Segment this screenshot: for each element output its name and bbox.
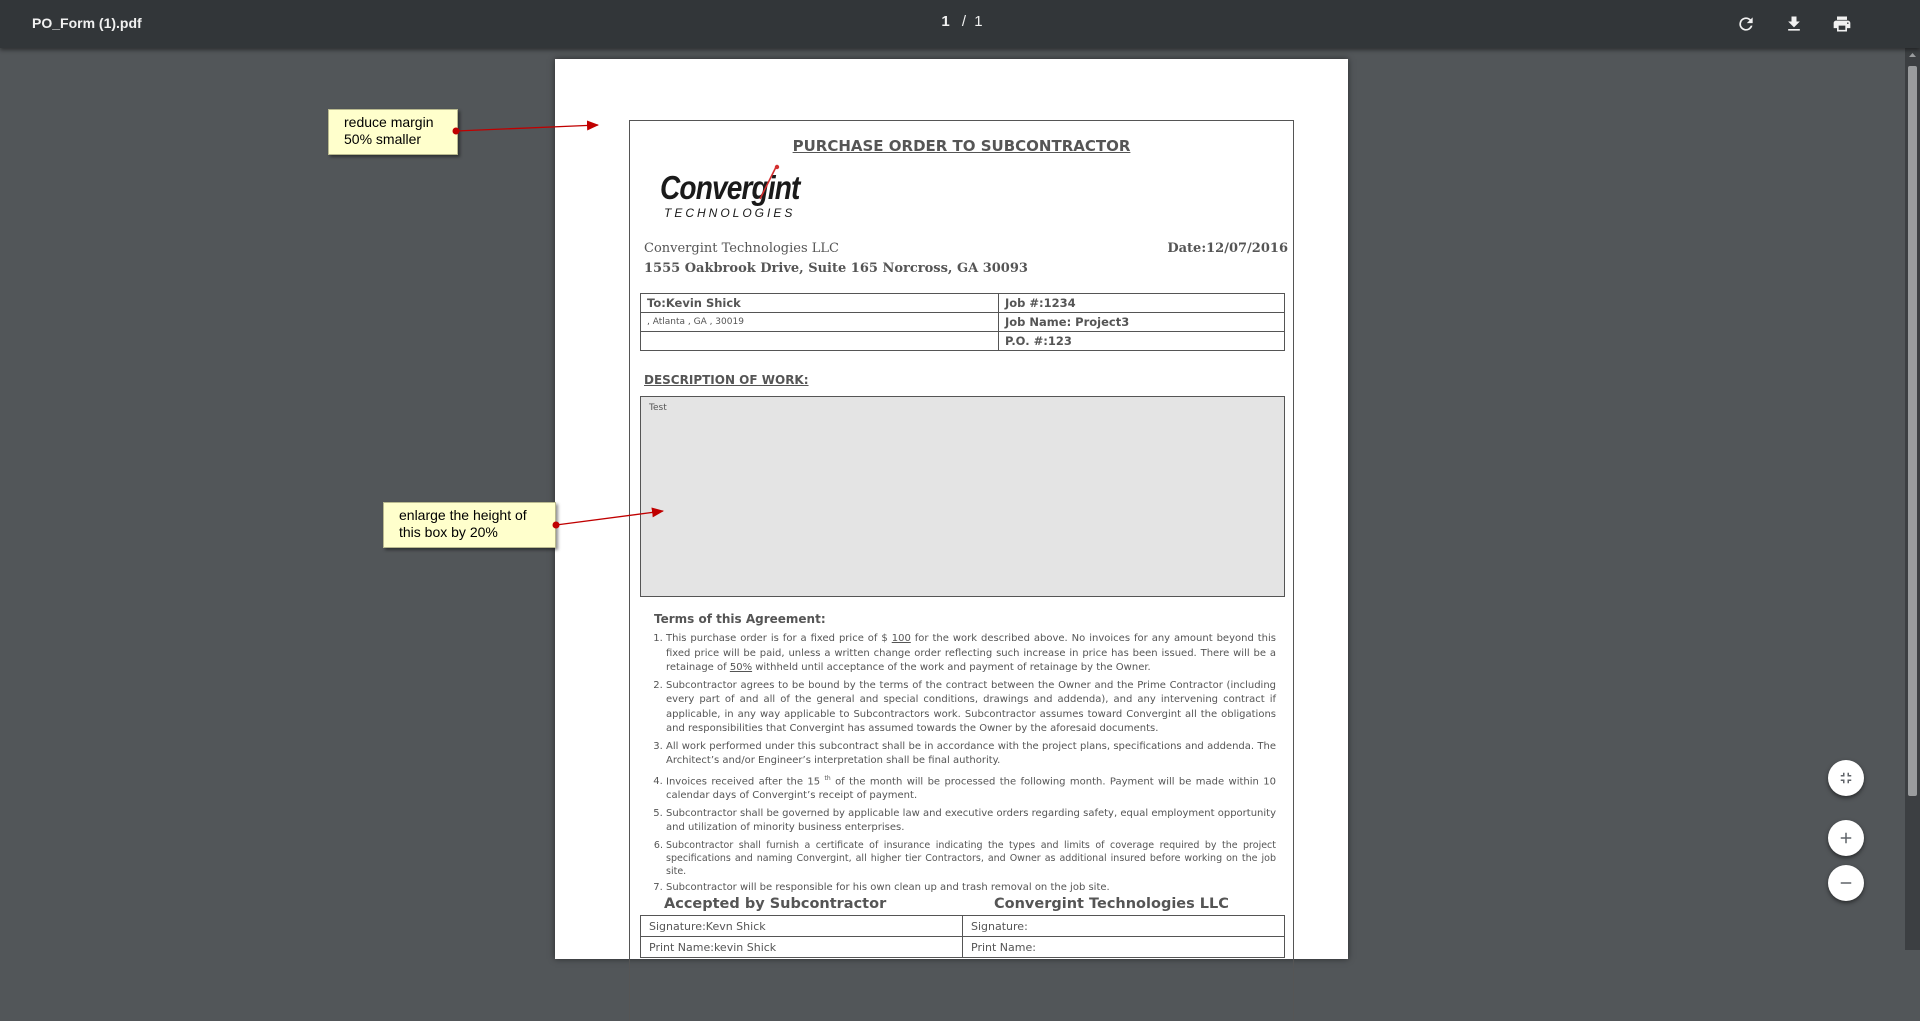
to-field: To:Kevin Shick xyxy=(641,294,999,313)
company-signature: Signature: xyxy=(963,916,1285,937)
po-title: PURCHASE ORDER TO SUBCONTRACTOR xyxy=(792,137,1131,155)
accepted-by-company: Convergint Technologies LLC xyxy=(994,896,1229,912)
form-border xyxy=(629,120,1294,1021)
logo-subtext: TECHNOLOGIES xyxy=(664,206,796,220)
to-address-field: , Atlanta , GA , 30019 xyxy=(641,313,999,332)
logo-wordmark: Convergint xyxy=(660,169,800,206)
accepted-by-subcontractor: Accepted by Subcontractor xyxy=(664,896,887,912)
term-item: 3. All work performed under this subcontract shall be in accordance with the project plans, specifications and addenda. The Architect’s and/or Engineer’s interpretation shall be final authority. xyxy=(666,740,1276,769)
fit-page-button[interactable] xyxy=(1828,760,1864,796)
sticky-note-margin[interactable]: reduce margin 50% smaller xyxy=(328,109,458,155)
term-item: 6. Subcontractor shall furnish a certificate of insurance indicating the types and limits of coverage required by the project specifications and naming Convergint, all higher tier Contractors, and Owner as additional insured before working on the job site. xyxy=(666,839,1276,878)
po-number-field: P.O. #:123 xyxy=(999,332,1285,351)
subcontractor-print-name: Print Name:kevin Shick xyxy=(641,937,963,958)
page-total: 1 xyxy=(974,13,983,30)
sticky-note-box-height[interactable]: enlarge the height of this box by 20% xyxy=(383,502,556,548)
scroll-up-arrow-icon[interactable] xyxy=(1905,48,1920,63)
description-box xyxy=(640,396,1285,597)
page-separator: / xyxy=(961,13,967,30)
terms-section xyxy=(654,612,1276,898)
zoom-in-icon xyxy=(1837,829,1855,847)
term-item: 5. Subcontractor shall be governed by applicable law and executive orders regarding safety, equal employment opportunity and utilization of minority business enterprises. xyxy=(666,807,1276,836)
company-name: Convergint Technologies LLC xyxy=(644,241,839,256)
pdf-toolbar xyxy=(0,0,1920,48)
print-button[interactable] xyxy=(1830,12,1854,36)
description-label: DESCRIPTION OF WORK: xyxy=(644,373,809,387)
zoom-out-icon xyxy=(1837,874,1855,892)
logo-swoosh-icon xyxy=(756,163,786,203)
job-number-field: Job #:1234 xyxy=(999,294,1285,313)
job-name-field: Job Name: Project3 xyxy=(999,313,1285,332)
po-info-table xyxy=(640,293,1285,351)
company-logo xyxy=(644,169,814,223)
po-date: Date:12/07/2016 xyxy=(1167,241,1288,256)
rotate-icon xyxy=(1736,14,1756,34)
term-item: 7. Subcontractor will be responsible for his own clean up and trash removal on the job site. xyxy=(666,881,1276,896)
zoom-in-button[interactable] xyxy=(1828,820,1864,856)
download-button[interactable] xyxy=(1782,12,1806,36)
terms-title: Terms of this Agreement: xyxy=(654,612,826,626)
term-item: 2. Subcontractor agrees to be bound by the terms of the contract between the Owner and the Prime Contractor (including every part of and all of the general and special conditions, drawings and addenda), and any intervening contract if applicable, in any way applicable to Subcontractors work. Subcontractor assumes toward Convergint all the obligations and responsibilities that Convergint has assumed towards the Owner by the aforesaid documents. xyxy=(666,679,1276,737)
pdf-page xyxy=(555,59,1348,959)
empty-cell xyxy=(641,332,999,351)
scrollbar-thumb[interactable] xyxy=(1908,66,1917,796)
subcontractor-signature: Signature:Kevn Shick xyxy=(641,916,963,937)
download-icon xyxy=(1784,14,1804,34)
rotate-button[interactable] xyxy=(1734,12,1758,36)
vertical-scrollbar[interactable] xyxy=(1905,48,1920,950)
term-item: 4. Invoices received after the 15 $^{th}$ of the month will be processed the following month. Payment will be made within 10 calendar days of Convergint’s receipt of payment. xyxy=(666,772,1276,804)
company-block xyxy=(644,239,1028,279)
signature-table xyxy=(640,915,1285,958)
company-print-name: Print Name: xyxy=(963,937,1285,958)
print-icon xyxy=(1832,14,1852,34)
zoom-out-button[interactable] xyxy=(1828,865,1864,901)
terms-list xyxy=(654,632,1276,895)
term-item: 1. This purchase order is for a fixed price of $ 100 for the work described above. No invoices for any amount beyond this fixed price will be paid, unless a written change order reflecting such increase in price has been issued. There will be a retainage of 50% withheld until acceptance of the work and payment of retainage by the Owner. xyxy=(666,632,1276,676)
document-title: PO_Form (1).pdf xyxy=(32,15,142,31)
fit-page-icon xyxy=(1837,769,1855,787)
page-number-input[interactable]: 1 xyxy=(941,13,950,30)
page-indicator xyxy=(0,13,1920,30)
company-address: 1555 Oakbrook Drive, Suite 165 Norcross, GA 30093 xyxy=(644,261,1028,276)
description-text: Test xyxy=(649,403,667,413)
